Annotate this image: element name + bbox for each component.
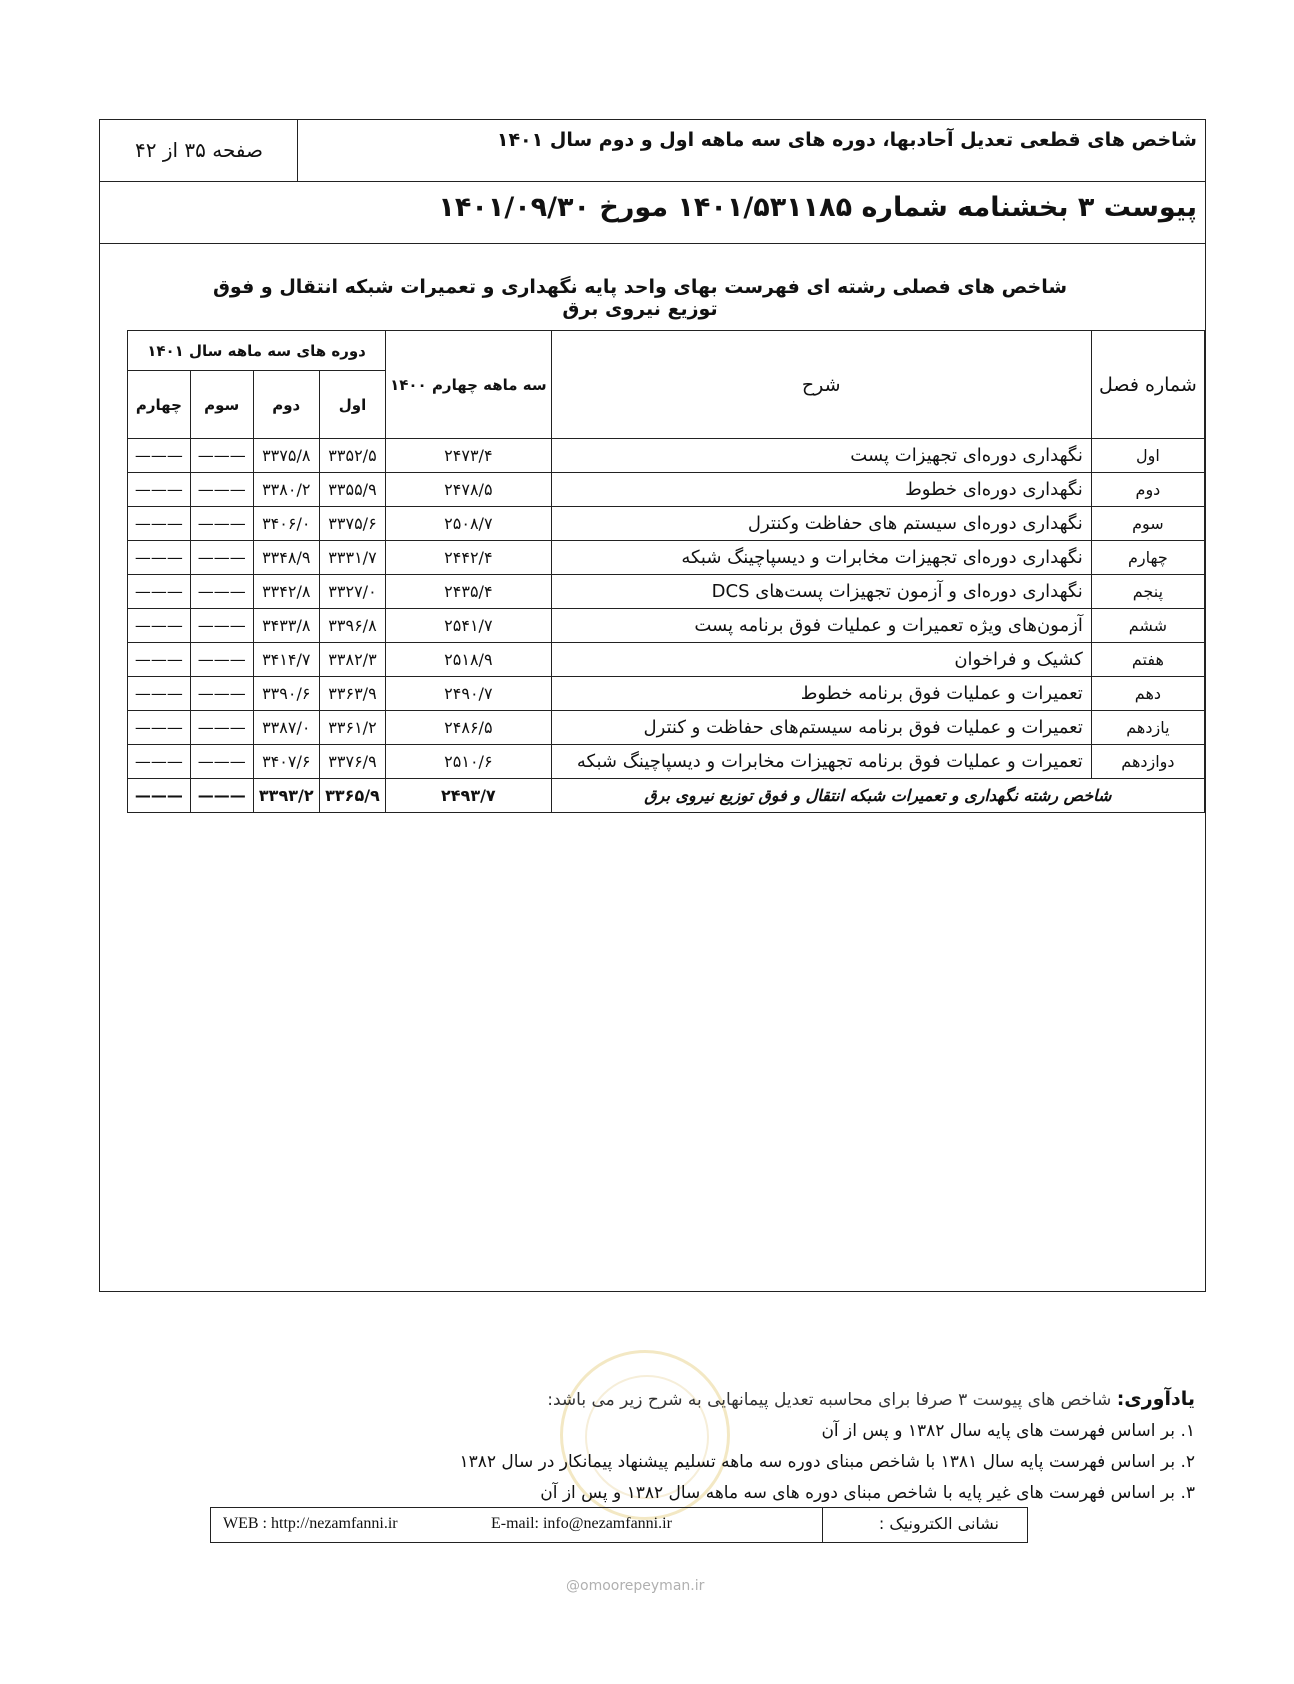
table-header-row: [128, 331, 1205, 371]
row-chapter: سوم: [1091, 507, 1204, 541]
note-heading: یادآوری:: [1116, 1388, 1195, 1410]
note-item: ۱. بر اساس فهرست های پایه سال ۱۳۸۲ و پس از آن: [821, 1421, 1195, 1441]
row-q2-value: ۳۴۱۴/۷: [253, 643, 319, 677]
row-q1-value: ۳۳۵۵/۹: [319, 473, 385, 507]
row-q3-value: ———: [190, 711, 253, 745]
table-row: [128, 575, 1205, 609]
row-base-value: ۲۵۱۰/۶: [386, 745, 552, 779]
row-q1-value: ۳۳۷۶/۹: [319, 745, 385, 779]
table-row: [128, 643, 1205, 677]
row-base-value: ۲۴۴۲/۴: [386, 541, 552, 575]
table-row: [128, 711, 1205, 745]
row-q3-value: ———: [190, 575, 253, 609]
header-base-quarter: سه ماهه چهارم ۱۴۰۰: [386, 331, 552, 439]
row-description: آزمون‌های ویژه تعمیرات و عملیات فوق برنامه پست: [551, 609, 1091, 643]
row-chapter: دوم: [1091, 473, 1204, 507]
total-base: ۲۴۹۳/۷: [386, 779, 552, 813]
page-frame: [99, 119, 1206, 1292]
row-chapter: یازدهم: [1091, 711, 1204, 745]
row-q2-value: ۳۳۸۰/۲: [253, 473, 319, 507]
row-description: تعمیرات و عملیات فوق برنامه خطوط: [551, 677, 1091, 711]
row-q2-value: ۳۴۰۷/۶: [253, 745, 319, 779]
table-row: [128, 507, 1205, 541]
contact-box: [210, 1507, 1028, 1543]
row-chapter: پنجم: [1091, 575, 1204, 609]
website-link[interactable]: WEB : http://nezamfanni.ir: [223, 1515, 398, 1532]
note-intro: شاخص های پیوست ۳ صرفا برای محاسبه تعدیل پیمانهایی به شرح زیر می باشد:: [547, 1390, 1112, 1410]
row-base-value: ۲۴۳۵/۴: [386, 575, 552, 609]
header-chapter: شماره فصل: [1091, 331, 1204, 439]
row-q4-value: ———: [128, 439, 191, 473]
reminder-note: [400, 1384, 1195, 1509]
note-item: ۳. بر اساس فهرست های غیر پایه با شاخص مبنای دوره های سه ماهه سال ۱۳۸۲ و پس از آن: [540, 1483, 1195, 1503]
row-q2-value: ۳۴۳۳/۸: [253, 609, 319, 643]
note-intro-line: [400, 1384, 1195, 1416]
row-q4-value: ———: [128, 507, 191, 541]
row-q2-value: ۳۳۸۷/۰: [253, 711, 319, 745]
header-description: شرح: [551, 331, 1091, 439]
row-q1-value: ۳۳۳۱/۷: [319, 541, 385, 575]
row-chapter: ششم: [1091, 609, 1204, 643]
row-q3-value: ———: [190, 473, 253, 507]
row-base-value: ۲۵۰۸/۷: [386, 507, 552, 541]
total-q1: ۳۳۶۵/۹: [319, 779, 385, 813]
row-q3-value: ———: [190, 745, 253, 779]
row-q1-value: ۳۳۶۳/۹: [319, 677, 385, 711]
row-q4-value: ———: [128, 745, 191, 779]
row-chapter: اول: [1091, 439, 1204, 473]
email-link[interactable]: E-mail: info@nezamfanni.ir: [491, 1515, 672, 1532]
row-description: نگهداری دوره‌ای تجهیزات مخابرات و دیسپاچینگ شبکه: [551, 541, 1091, 575]
row-description: نگهداری دوره‌ای خطوط: [551, 473, 1091, 507]
row-q4-value: ———: [128, 677, 191, 711]
row-chapter: دوازدهم: [1091, 745, 1204, 779]
total-q3: ———: [190, 779, 253, 813]
row-base-value: ۲۴۸۶/۵: [386, 711, 552, 745]
row-q2-value: ۳۳۴۲/۸: [253, 575, 319, 609]
header-period-4: چهارم: [128, 371, 191, 439]
row-q1-value: ۳۳۸۲/۳: [319, 643, 385, 677]
row-description: تعمیرات و عملیات فوق برنامه تجهیزات مخابرات و دیسپاچینگ شبکه: [551, 745, 1091, 779]
page-number-cell: [100, 120, 298, 182]
row-q3-value: ———: [190, 643, 253, 677]
contact-label: نشانی الکترونیک :: [878, 1514, 999, 1533]
table-row: [128, 473, 1205, 507]
table-title: شاخص های فصلی رشته ای فهرست بهای واحد پایه نگهداری و تعمیرات شبکه انتقال و فوق توزیع نیروی برق: [212, 276, 1068, 320]
total-q4: ———: [128, 779, 191, 813]
annex-title: پیوست ۳ بخشنامه شماره ۱۴۰۱/۵۳۱۱۸۵ مورخ ۱۴۰۱/۰۹/۳۰: [438, 192, 1197, 223]
table-body: [128, 439, 1205, 813]
row-q4-value: ———: [128, 609, 191, 643]
row-chapter: چهارم: [1091, 541, 1204, 575]
header-periods-group: دوره های سه ماهه سال ۱۴۰۱: [128, 331, 386, 371]
watermark: @omoorepeyman.ir: [566, 1578, 705, 1594]
header-row: [100, 120, 1205, 182]
note-item: ۲. بر اساس فهرست پایه سال ۱۳۸۱ با شاخص مبنای دوره سه ماهه تسلیم پیشنهاد پیمانکار در سال ۱۳۸۲: [459, 1452, 1195, 1472]
table-row: [128, 677, 1205, 711]
total-row: [128, 779, 1205, 813]
row-description: نگهداری دوره‌ای و آزمون تجهیزات پست‌های DCS: [551, 575, 1091, 609]
row-q4-value: ———: [128, 541, 191, 575]
row-base-value: ۲۴۷۸/۵: [386, 473, 552, 507]
table-row: [128, 541, 1205, 575]
row-description: کشیک و فراخوان: [551, 643, 1091, 677]
row-q4-value: ———: [128, 473, 191, 507]
annex-row: [100, 182, 1205, 244]
row-q1-value: ۳۳۷۵/۶: [319, 507, 385, 541]
table-row: [128, 609, 1205, 643]
header-period-1: اول: [319, 371, 385, 439]
document-title: شاخص های قطعی تعدیل آحادبها، دوره های سه ماهه اول و دوم سال ۱۴۰۱: [496, 129, 1197, 151]
header-period-2: دوم: [253, 371, 319, 439]
row-chapter: دهم: [1091, 677, 1204, 711]
table-row: [128, 439, 1205, 473]
row-q1-value: ۳۳۶۱/۲: [319, 711, 385, 745]
row-q3-value: ———: [190, 609, 253, 643]
row-q3-value: ———: [190, 507, 253, 541]
contact-label-cell: [822, 1508, 1027, 1542]
row-q2-value: ۳۴۰۶/۰: [253, 507, 319, 541]
row-q1-value: ۳۳۲۷/۰: [319, 575, 385, 609]
row-q4-value: ———: [128, 575, 191, 609]
row-description: نگهداری دوره‌ای سیستم های حفاظت وکنترل: [551, 507, 1091, 541]
row-base-value: ۲۴۹۰/۷: [386, 677, 552, 711]
row-description: نگهداری دوره‌ای تجهیزات پست: [551, 439, 1091, 473]
total-label: شاخص رشته نگهداری و تعمیرات شبکه انتقال و فوق توزیع نیروی برق: [551, 779, 1204, 813]
row-description: تعمیرات و عملیات فوق برنامه سیستم‌های حفاظت و کنترل: [551, 711, 1091, 745]
row-q3-value: ———: [190, 677, 253, 711]
row-q2-value: ۳۳۴۸/۹: [253, 541, 319, 575]
row-chapter: هفتم: [1091, 643, 1204, 677]
index-table: [127, 330, 1205, 813]
row-q1-value: ۳۳۹۶/۸: [319, 609, 385, 643]
row-q2-value: ۳۳۹۰/۶: [253, 677, 319, 711]
row-q2-value: ۳۳۷۵/۸: [253, 439, 319, 473]
row-q3-value: ———: [190, 439, 253, 473]
total-q2: ۳۳۹۳/۲: [253, 779, 319, 813]
row-base-value: ۲۴۷۳/۴: [386, 439, 552, 473]
row-q4-value: ———: [128, 711, 191, 745]
header-period-3: سوم: [190, 371, 253, 439]
row-base-value: ۲۵۱۸/۹: [386, 643, 552, 677]
row-q1-value: ۳۳۵۲/۵: [319, 439, 385, 473]
row-q3-value: ———: [190, 541, 253, 575]
row-q4-value: ———: [128, 643, 191, 677]
page-number: صفحه ۳۵ از ۴۲: [135, 138, 263, 162]
row-base-value: ۲۵۴۱/۷: [386, 609, 552, 643]
table-row: [128, 745, 1205, 779]
